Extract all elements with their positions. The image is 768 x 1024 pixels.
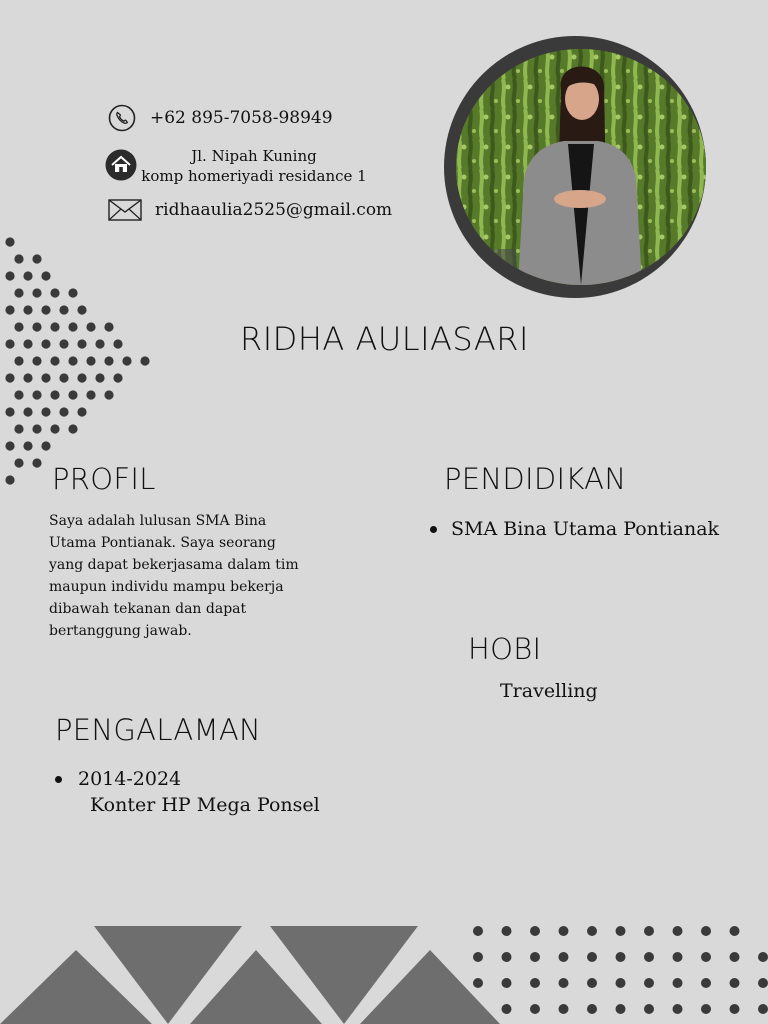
bullet — [430, 526, 437, 533]
decorative-dot — [23, 339, 32, 348]
decorative-dot — [86, 390, 95, 399]
decorative-dot — [559, 952, 569, 962]
decorative-dot — [14, 322, 23, 331]
decorative-dot — [730, 978, 740, 988]
decorative-dot — [32, 254, 41, 263]
decorative-dot — [140, 356, 149, 365]
decorative-dot — [673, 952, 683, 962]
decorative-dot — [23, 407, 32, 416]
decorative-dot — [104, 322, 113, 331]
decorative-dots-left — [0, 228, 150, 498]
profil-line: bertanggung jawab. — [49, 623, 192, 639]
decorative-dot — [5, 271, 14, 280]
address-line-2: komp homeriyadi residance 1 — [141, 167, 367, 185]
decorative-dot — [41, 373, 50, 382]
decorative-dot — [59, 407, 68, 416]
decorative-dot — [673, 1004, 683, 1014]
decorative-dot — [616, 926, 626, 936]
pengalaman-item — [55, 768, 320, 816]
decorative-dot — [59, 339, 68, 348]
decorative-dot — [616, 952, 626, 962]
decorative-dot — [502, 952, 512, 962]
profile-photo-frame — [444, 36, 706, 298]
decorative-dot — [530, 926, 540, 936]
decorative-dot — [77, 305, 86, 314]
profil-line: Utama Pontianak. Saya seorang — [49, 535, 276, 551]
decorative-dot — [701, 978, 711, 988]
decorative-dot — [587, 978, 597, 988]
decorative-dot — [41, 305, 50, 314]
pendidikan-heading: PENDIDIKAN — [444, 462, 627, 496]
decorative-dot — [730, 1004, 740, 1014]
decorative-dot — [502, 926, 512, 936]
profil-heading: PROFIL — [52, 462, 156, 496]
decorative-dot — [23, 271, 32, 280]
decorative-dot — [5, 237, 14, 246]
decorative-dot — [530, 978, 540, 988]
pengalaman-heading: PENGALAMAN — [55, 713, 262, 747]
profil-line: dibawah tekanan dan dapat — [49, 601, 247, 617]
decorative-dot — [50, 356, 59, 365]
decorative-dots-bottom-right — [462, 918, 768, 1024]
decorative-dot — [32, 322, 41, 331]
decorative-dot — [68, 424, 77, 433]
decorative-dot — [32, 356, 41, 365]
hobi-item: Travelling — [500, 680, 598, 702]
phone-number: +62 895-7058-98949 — [150, 108, 333, 128]
decorative-dot — [502, 978, 512, 988]
decorative-dot — [68, 390, 77, 399]
decorative-dot — [559, 926, 569, 936]
decorative-dot — [113, 339, 122, 348]
decorative-dot — [23, 441, 32, 450]
decorative-triangles — [0, 926, 500, 1024]
decorative-dot — [14, 390, 23, 399]
decorative-dot — [5, 441, 14, 450]
profil-text — [49, 510, 329, 642]
decorative-dot — [32, 424, 41, 433]
decorative-dot — [95, 339, 104, 348]
decorative-dot — [616, 1004, 626, 1014]
phone-icon — [108, 104, 136, 132]
decorative-dot — [644, 978, 654, 988]
decorative-dot — [730, 926, 740, 936]
decorative-dot — [758, 978, 768, 988]
decorative-dot — [95, 373, 104, 382]
full-name: RIDHA AULIASARI — [240, 320, 529, 358]
decorative-dot — [50, 288, 59, 297]
decorative-dot — [23, 305, 32, 314]
decorative-dot — [559, 978, 569, 988]
decorative-dot — [14, 254, 23, 263]
decorative-dot — [104, 390, 113, 399]
decorative-dot — [32, 458, 41, 467]
decorative-dot — [5, 475, 14, 484]
decorative-dot — [644, 926, 654, 936]
decorative-dot — [758, 1004, 768, 1014]
decorative-dot — [644, 1004, 654, 1014]
decorative-dot — [41, 441, 50, 450]
decorative-dot — [14, 356, 23, 365]
contact-phone — [108, 104, 333, 132]
decorative-dot — [23, 373, 32, 382]
profil-line: yang dapat bekerjasama dalam tim — [49, 557, 299, 573]
decorative-dot — [77, 407, 86, 416]
mail-icon — [108, 198, 142, 222]
pengalaman-years: 2014-2024 — [78, 768, 182, 790]
decorative-dot — [68, 322, 77, 331]
decorative-dot — [41, 271, 50, 280]
decorative-dot — [50, 390, 59, 399]
decorative-dot — [14, 288, 23, 297]
decorative-dot — [701, 1004, 711, 1014]
decorative-dot — [32, 288, 41, 297]
home-icon — [105, 149, 137, 181]
decorative-dot — [5, 339, 14, 348]
decorative-dot — [50, 322, 59, 331]
decorative-dot — [113, 373, 122, 382]
decorative-dot — [86, 322, 95, 331]
decorative-dot — [701, 926, 711, 936]
decorative-dot — [59, 305, 68, 314]
decorative-dot — [587, 926, 597, 936]
decorative-dot — [530, 952, 540, 962]
decorative-dot — [86, 356, 95, 365]
hobi-heading: HOBI — [468, 632, 542, 666]
decorative-dot — [122, 356, 131, 365]
decorative-dot — [644, 952, 654, 962]
decorative-dot — [68, 288, 77, 297]
decorative-dot — [77, 339, 86, 348]
decorative-dot — [616, 978, 626, 988]
decorative-dot — [14, 424, 23, 433]
decorative-dot — [701, 952, 711, 962]
pendidikan-item — [430, 518, 719, 540]
decorative-dot — [5, 407, 14, 416]
profil-line: maupun individu mampu bekerja — [49, 579, 284, 595]
decorative-dot — [502, 1004, 512, 1014]
decorative-dot — [758, 952, 768, 962]
decorative-dot — [41, 407, 50, 416]
contact-email — [108, 198, 392, 222]
decorative-dot — [559, 1004, 569, 1014]
bullet — [55, 776, 62, 783]
decorative-dot — [673, 978, 683, 988]
decorative-dot — [32, 390, 41, 399]
decorative-dot — [587, 1004, 597, 1014]
decorative-dot — [68, 356, 77, 365]
decorative-dot — [50, 424, 59, 433]
decorative-dot — [59, 373, 68, 382]
decorative-dot — [730, 952, 740, 962]
pengalaman-place: Konter HP Mega Ponsel — [90, 794, 320, 816]
decorative-dot — [104, 356, 113, 365]
decorative-dot — [41, 339, 50, 348]
profil-line: Saya adalah lulusan SMA Bina — [49, 513, 267, 529]
decorative-dot — [587, 952, 597, 962]
decorative-dot — [14, 458, 23, 467]
decorative-dot — [5, 305, 14, 314]
address-line-1: Jl. Nipah Kuning — [191, 147, 317, 165]
decorative-dot — [5, 373, 14, 382]
decorative-dot — [530, 1004, 540, 1014]
contact-address — [140, 146, 368, 186]
portrait-illustration — [456, 49, 706, 285]
email-address: ridhaaulia2525@gmail.com — [155, 200, 393, 220]
decorative-dot — [673, 926, 683, 936]
pendidikan-school: SMA Bina Utama Pontianak — [451, 518, 720, 540]
decorative-dot — [77, 373, 86, 382]
profile-photo — [456, 49, 706, 285]
